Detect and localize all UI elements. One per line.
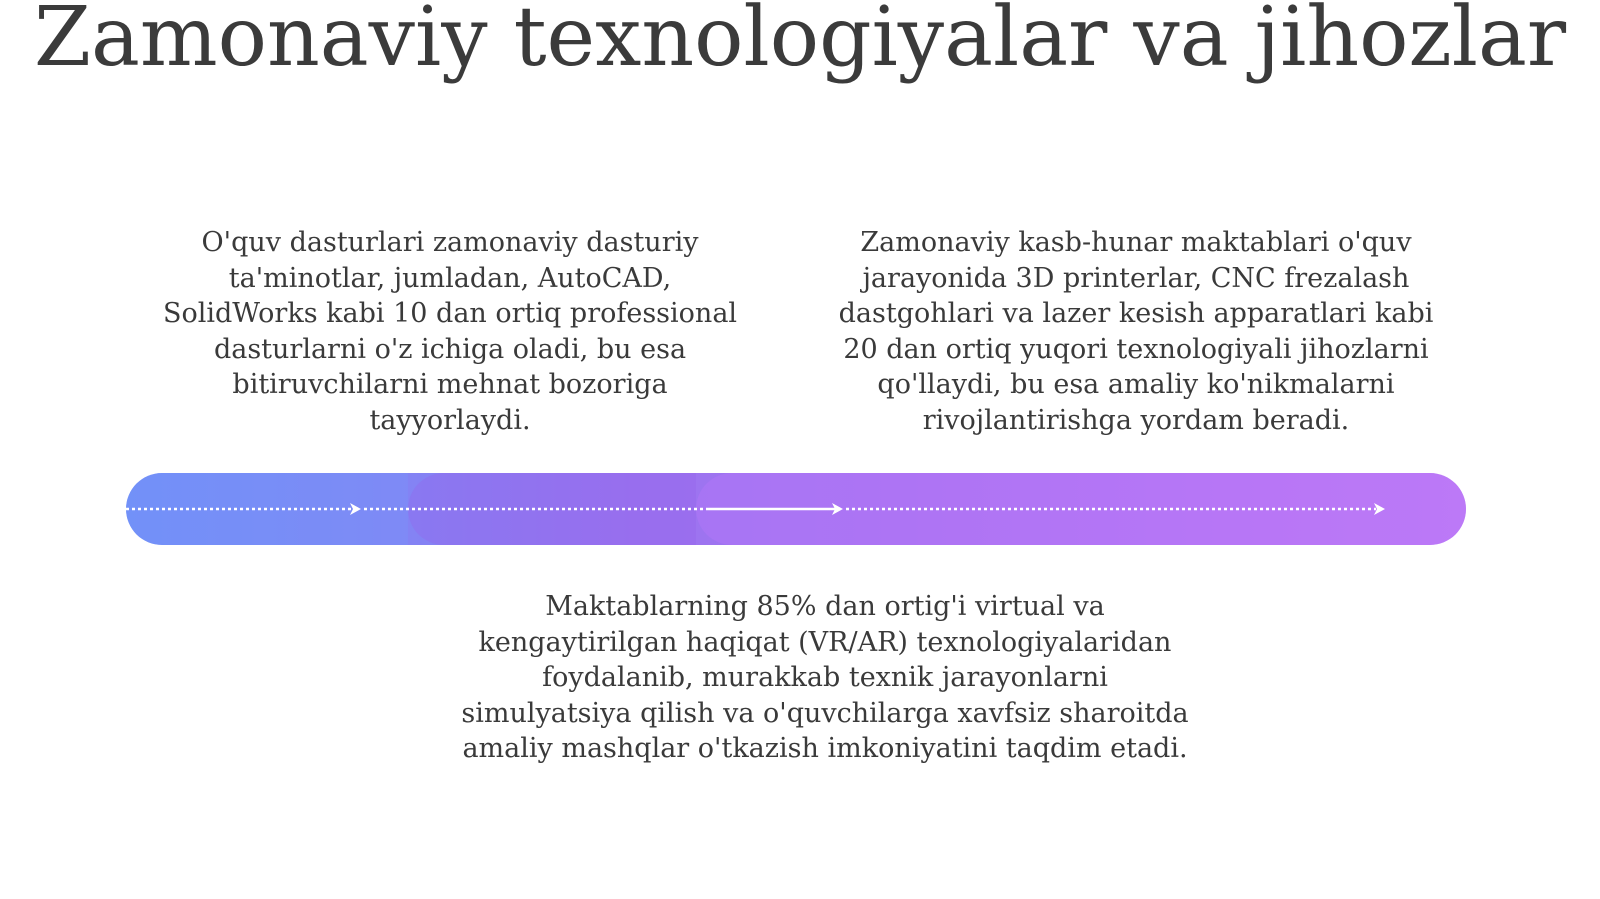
arrow-right-icon — [350, 503, 361, 515]
paragraph-software: O'quv dasturlari zamonaviy dasturiy ta'minotlar, jumladan, AutoCAD, SolidWorks kabi 10 dan ortiq professional dasturlarni o'z ichiga oladi, bu esa bitiruvchilarni mehnat bozoriga tayyorlaydi. — [162, 227, 738, 436]
paragraph-vr-ar: Maktablarning 85% dan ortig'i virtual va kengaytirilgan haqiqat (VR/AR) texnologiyalaridan foydalanib, murakkab texnik jarayonlarni simulyatsiya qilish va o'quvchilarga xavfsiz sharoitda amaliy mashqlar o'tkazish imkoniyatini taqdim etadi. — [461, 591, 1189, 764]
timeline-bar — [126, 473, 1466, 545]
paragraph-equipment: Zamonaviy kasb-hunar maktablari o'quv jarayonida 3D printerlar, CNC frezalash dastgohlari va lazer kesish apparatlari kabi 20 dan ortiq yuqori texnologiyali jihozlarni qo'llaydi, bu esa amaliy ko'nikmalarni rivojlantirishga yordam beradi. — [838, 227, 1434, 436]
slide-title: Zamonaviy texnologiyalar va jihozlar — [33, 0, 1567, 85]
timeline-arrows — [126, 473, 1466, 545]
